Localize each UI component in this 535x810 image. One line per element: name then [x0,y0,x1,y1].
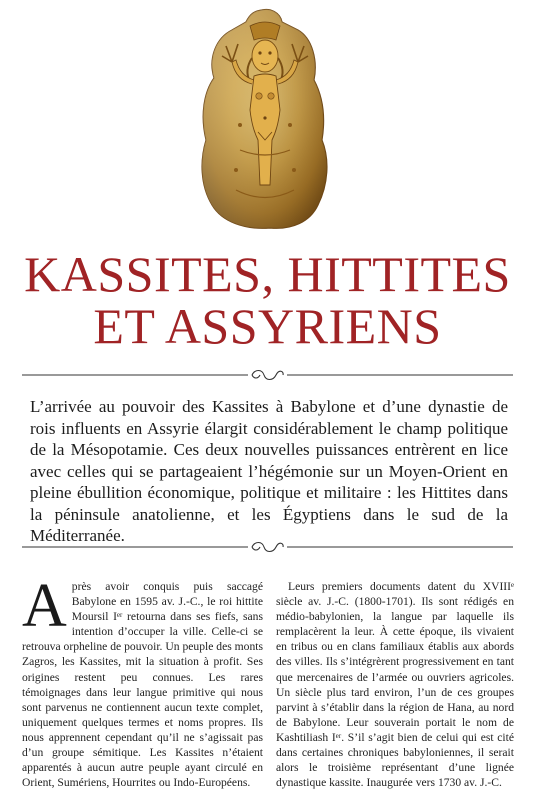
page-title-line-1: KASSITES, HITTITES [24,246,511,302]
drop-cap: A [22,572,67,640]
golden-goddess-plaque-image [0,0,535,232]
intro-paragraph: L’arrivée au pouvoir des Kassites à Babylone et d’une dynastie de rois influents en Assyrie élargit considérablement le champ politique de la Mésopotamie. Ces deux nouvelles puissances entrèrent en lice avec celles qui se partageaient l’hégémonie sur un Moyen-Orient en pleine ébullition économique, politique et militaire : les Hittites dans la péninsule anatolienne, et les Égyptiens dans le sud de la Méditerranée. [30,397,508,545]
flourish-ornament-icon [22,540,513,554]
article-column-left [22,572,263,790]
column-left-text: près avoir conquis puis saccagé Babylone en 1595 av. J.-C., le roi hittite Moursil Iᵉʳ retourna dans ses fiefs, sans intention d’occuper la ville. Celle-ci se retrouva orpheline de pouvoir. Un peuple des monts Zagros, les Kassites, mit la situation à profit. Ses origines restent peu connues. Les rares témoignages dans leur langue primitive qui nous sont parvenus ne contiennent aucun texte complet, uniquement quelques termes et noms propres. Ils nous apprennent cependant qu’il ne s’agissait pas d’un groupe sémitique. Les Kassites n’étaient apparentés à aucun autre peuple ayant circulé en Orient, Sumériens, Hourrites ou Indo-Européens. [22,580,263,790]
page-title-line-2: ET ASSYRIENS [93,298,442,354]
article-column-right: Leurs premiers documents datent du XVIIIᵉ siècle av. J.-C. (1800-1701). Ils sont rédigés en médio-babylonien, la langue par laquelle ils remplacèrent la leur. À cette époque, ils vivaient en tribus ou en clans familiaux établis aux abords des villes. Ils s’intégrèrent progressivement en tant que mercenaires de l’armée ou ouvriers agricoles. Un siècle plus tard environ, l’un de ces groupes parvint à s’établir dans la région de Hana, au nord de Babylone. Leur souverain portait le nom de Kashtiliash Iᵉʳ. S’il s’agit bien de celui qui est cité dans certaines chroniques babyloniennes, il serait alors le troisième représentant d’une lignée dynastique kassite. Inaugurée vers 1730 av. J.-C. [276,580,514,790]
flourish-ornament-icon [22,368,513,382]
